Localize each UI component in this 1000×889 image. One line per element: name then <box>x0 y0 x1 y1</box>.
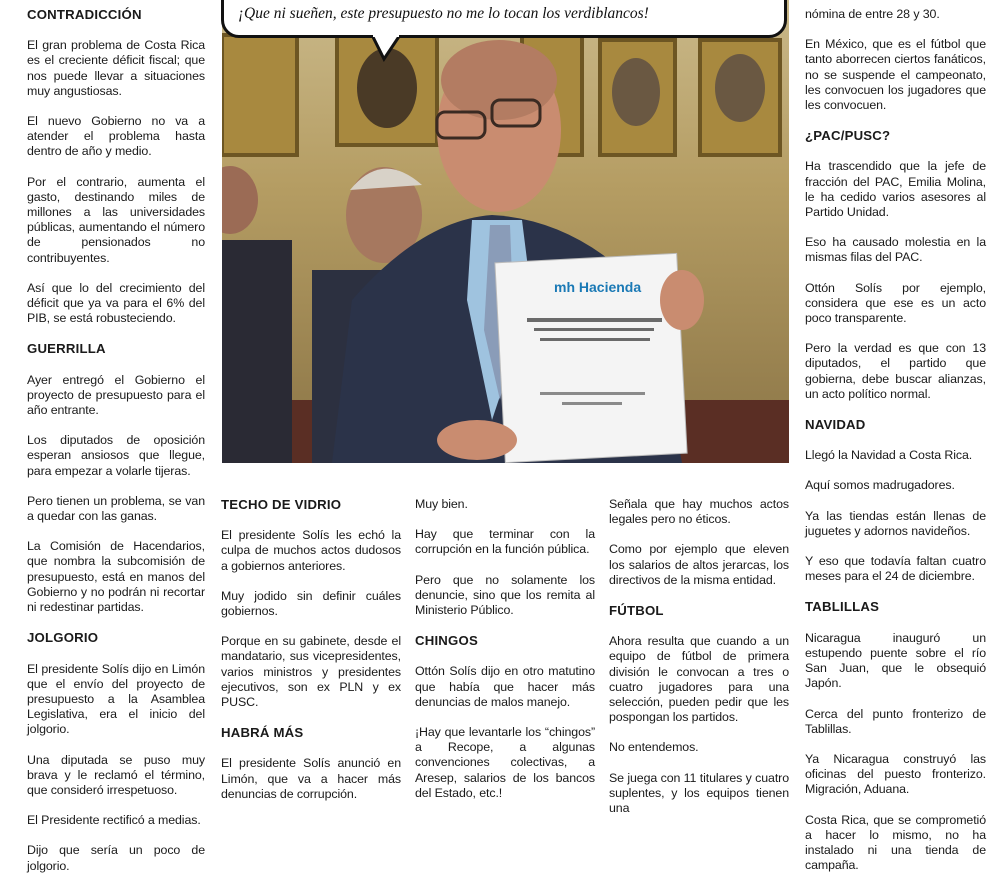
heading-tablillas: TABLILLAS <box>805 599 880 615</box>
paragraph: El presidente Solís dijo en Limón que el envío del proyecto de presupuesto a la Asamblea Legislativa, era el inicio del jolgorio. <box>27 661 205 737</box>
paragraph: Ha trascendido que la jefe de fracción del PAC, Emilia Molina, le ha cedido varios asesores al Partido Unidad. <box>805 159 986 220</box>
paragraph: Muy bien. <box>415 497 468 511</box>
paragraph: No entendemos. <box>609 740 699 755</box>
paragraph: ¡Hay que levantarle los “chingos” a Recope, a algunas convenciones colectivas, a Aresep, salarios de los bancos del Estado, etc.! <box>415 725 595 800</box>
paragraph: Y eso que todavía faltan cuatro meses para el 24 de diciembre. <box>805 554 986 584</box>
document-logo: mh Hacienda <box>554 279 642 295</box>
paragraph: Eso ha causado molestia en la mismas filas del PAC. <box>805 235 986 265</box>
paragraph: Ya Nicaragua construyó las oficinas del puesto fronterizo. Migración, Aduana. <box>805 751 986 797</box>
paragraph: Aquí somos madrugadores. <box>805 478 955 493</box>
paragraph: El Presidente rectificó a medias. <box>27 813 201 828</box>
heading-contradiccion: CONTRADICCIÓN <box>27 7 142 22</box>
speech-bubble-tail <box>370 35 430 65</box>
heading-jolgorio: JOLGORIO <box>27 630 99 646</box>
paragraph: Pero tienen un problema, se van a quedar con las ganas. <box>27 493 205 524</box>
heading-techo-de-vidrio: TECHO DE VIDRIO <box>221 497 342 512</box>
paragraph: nómina de entre 28 y 30. <box>805 7 940 21</box>
column-5 <box>805 7 986 888</box>
paragraph: Una diputada se puso muy brava y le reclamó el término, que consideró irrespetuoso. <box>27 752 205 797</box>
news-photo <box>222 0 789 463</box>
paragraph: Así que lo del crecimiento del déficit que ya va para el 6% del PIB, se está robusteciendo. <box>27 280 205 326</box>
paragraph: El presidente Solís les echó la culpa de muchos actos dudosos a gobiernos anteriores. <box>221 528 401 573</box>
paragraph: Muy jodido sin definir cuáles gobiernos. <box>221 588 401 619</box>
paragraph: Porque en su gabinete, desde el mandatario, sus vicepresidentes, varios ministros y presidentes ejecutivos, son ex PLN y ex PUSC. <box>221 634 401 710</box>
paragraph: La Comisión de Hacendarios, que nombra la subcomisión de presupuesto, está en manos del Gobierno y no podrán ni recortar ni redestinar partidas. <box>27 539 205 615</box>
column-3 <box>415 497 595 816</box>
paragraph: Como por ejemplo que eleven los salarios de altos jerarcas, los directivos de la misma entidad. <box>609 542 789 587</box>
paragraph: Hay que terminar con la corrupción en la función pública. <box>415 527 595 557</box>
column-4 <box>609 497 789 831</box>
paragraph: Pero la verdad es que con 13 diputados, el partido que gobierna, debe buscar alianzas, un acto político normal. <box>805 341 986 401</box>
paragraph: Ahora resulta que cuando a un equipo de fútbol de primera división le convocan a tres o cuatro jugadores para una selección, pueden pedir que les pospongan los partidos. <box>609 634 789 725</box>
heading-habra-mas: HABRÁ MÁS <box>221 725 304 741</box>
paragraph: Nicaragua inauguró un estupendo puente sobre el río San Juan, que le obsequió Japón. <box>805 630 986 691</box>
paragraph: Ya las tiendas están llenas de juguetes y adornos navideños. <box>805 508 986 538</box>
paragraph: Costa Rica, que se comprometió a hacer lo mismo, no ha instalado ni una tienda de campaña. <box>805 812 986 873</box>
heading-pac-pusc: ¿PAC/PUSC? <box>805 128 891 144</box>
heading-chingos: CHINGOS <box>415 633 478 649</box>
photo-illustration <box>222 0 789 463</box>
paragraph: Ayer entregó el Gobierno el proyecto de presupuesto para el año entrante. <box>27 372 205 418</box>
paragraph: Los diputados de oposición esperan ansiosos que llegue, para empezar a volarle tijeras. <box>27 433 205 478</box>
paragraph: Dijo que sería un poco de jolgorio. <box>27 843 205 873</box>
heading-guerrilla: GUERRILLA <box>27 341 106 357</box>
speech-bubble-text: ¡Que ni sueñen, este presupuesto no me lo tocan los verdiblancos! <box>238 5 649 22</box>
paragraph: Cerca del punto fronterizo de Tablillas. <box>805 706 986 736</box>
heading-futbol: FÚTBOL <box>609 603 664 619</box>
paragraph: Ottón Solís dijo en otro matutino que había que hacer más denuncias de malos manejo. <box>415 664 595 709</box>
paragraph: En México, que es el fútbol que tanto aborrecen ciertos fanáticos, no se suspende el campeonato, les convocuen los jugadores que les convocuen. <box>805 37 986 113</box>
column-2 <box>221 497 401 817</box>
paragraph: El presidente Solís anunció en Limón, que va a hacer más denuncias de corrupción. <box>221 756 401 801</box>
paragraph: Se juega con 11 titulares y cuatro suplentes, y los equipos tienen una <box>609 770 789 816</box>
paragraph: Ottón Solís por ejemplo, considera que ese es un acto poco transparente. <box>805 280 986 326</box>
heading-navidad: NAVIDAD <box>805 417 866 433</box>
speech-bubble <box>221 0 787 38</box>
paragraph: El gran problema de Costa Rica es el creciente déficit fiscal; que nos puede llevar a situaciones muy angustiosas. <box>27 38 205 98</box>
paragraph: Llegó la Navidad a Costa Rica. <box>805 448 973 463</box>
paragraph: Pero que no solamente los denuncie, sino que los remita al Ministerio Público. <box>415 572 595 618</box>
paragraph: Señala que hay muchos actos legales pero no éticos. <box>609 497 789 527</box>
paragraph: Por el contrario, aumenta el gasto, destinando miles de millones a las universidades públicas, aumentando el número de pensionados no contribuyentes. <box>27 174 205 265</box>
column-1 <box>27 7 205 889</box>
paragraph: El nuevo Gobierno no va a atender el problema hasta dentro de año y medio. <box>27 114 205 159</box>
